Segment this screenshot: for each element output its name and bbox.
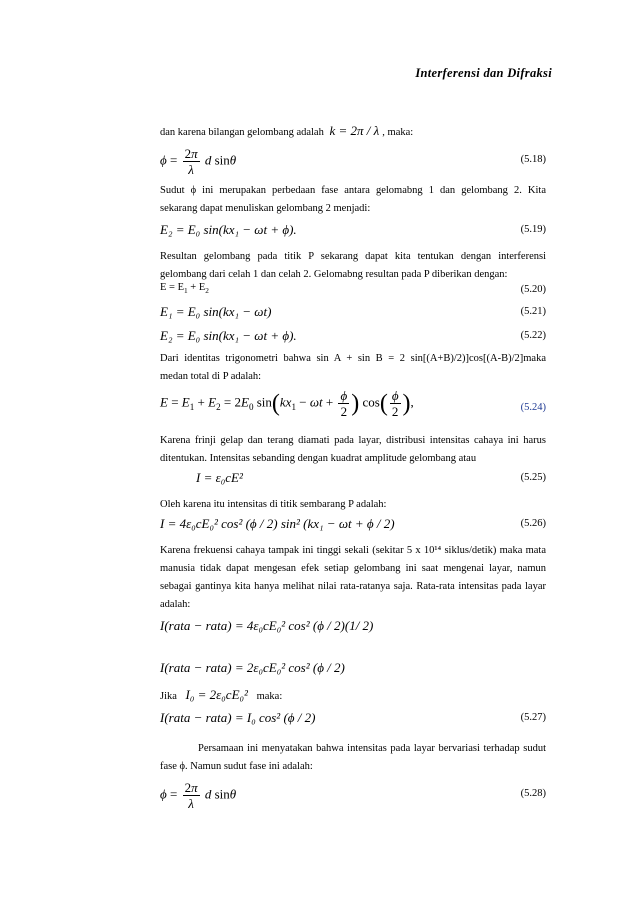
wavenumber-formula: k = 2π / λ [329, 123, 380, 138]
paragraph-line: ditentukan. Intensitas sebanding dengan kuadrat amplitude gelombang atau [160, 453, 477, 464]
paragraph-line: manusia tidak dapat mengesan efek setiap gelombang ini saat mengenai layar, namun [160, 563, 546, 574]
equation-5-28: ϕ = $\frac{2\pi}{\lambda}$ d sinθ (5.28) [160, 780, 546, 811]
equation-number: (5.27) [520, 712, 546, 723]
equation-body: I(rata − rata) = 4ε₀cE₀² cos² (ϕ / 2)(1/ 2) [160, 618, 374, 633]
definition-suffix: maka: [256, 691, 283, 702]
paragraph-line: sebagai gantinya kita hanya melihat nilai rata-ratanya saja. Rata-rata intensitas pada layar [160, 581, 546, 592]
equation-body: I(rata − rata) = I₀ cos² (ϕ / 2) [160, 710, 316, 725]
paragraph-line: adalah: [160, 599, 191, 610]
equation-number: (5.25) [520, 472, 546, 483]
equation-5-22 [160, 324, 546, 348]
equation-body: E₂ = E₀ sin(kx₁ − ωt + ϕ). [160, 222, 297, 237]
equation-body: I(rata − rata) = 2ε₀cE₀² cos² (ϕ / 2) [160, 660, 345, 675]
paragraph-line: Karena frekuensi cahaya tampak ini tinggi sekali (sekitar 5 x 10¹⁴ siklus/detik) maka mata [160, 545, 546, 556]
paragraph-line: Persamaan ini menyatakan bahwa intensitas pada layar bervariasi terhadap sudut [198, 743, 546, 754]
paragraph-line: Dari identitas trigonometri bahwa sin A + sin B = 2 sin[(A+B)/2)]cos[(A-B)/2]maka [160, 353, 546, 364]
intro-line [160, 124, 546, 139]
average-intensity-equation [160, 614, 546, 638]
equation-body: I = 4ε₀cE₀² cos² (ϕ / 2) sin² (kx₁ − ωt + ϕ / 2) [160, 516, 395, 531]
equation-number: (5.22) [520, 330, 546, 341]
equation-5-20: $E = E_1 + E_2$ (5.20) [160, 282, 546, 296]
equation-number: (5.26) [520, 518, 546, 529]
equation-number: (5.21) [520, 306, 546, 317]
equation-5-21 [160, 300, 546, 324]
definition-line [160, 688, 546, 703]
equation-number: (5.18) [520, 154, 546, 165]
equation-number: (5.19) [520, 224, 546, 235]
paragraph-line: Oleh karena itu intensitas di titik sembarang P adalah: [160, 499, 387, 510]
paragraph-line: medan total di P adalah: [160, 371, 262, 382]
paragraph-line: Sudut ϕ ini merupakan perbedaan fase antara gelomabng 1 dan gelombang 2. Kita [160, 185, 546, 196]
equation-body: E₁ = E₀ sin(kx₁ − ωt) [160, 304, 272, 319]
equation-number: (5.20) [520, 284, 546, 295]
equation-5-24: $E = E_1 + E_2 = 2E_0$ $\sin(kx_1 - \omega t$ + $\frac{\phi}{2}$ ) cos( $\frac{\phi}{2}$ ), (5.24) [160, 388, 546, 419]
definition-text: Jika [160, 691, 177, 702]
equation-body: E₂ = E₀ sin(kx₁ − ωt + ϕ). [160, 328, 297, 343]
equation-number: (5.24) [520, 402, 546, 413]
equation-number: (5.28) [520, 788, 546, 799]
paragraph-line: fase ϕ. Namun sudut fase ini adalah: [160, 761, 313, 772]
equation-body: I = ε₀cE² [196, 470, 243, 485]
equation-5-27 [160, 706, 546, 730]
equation-5-19 [160, 218, 546, 242]
i0-formula: I₀ = 2ε₀cE₀² [185, 687, 248, 702]
intro-text: dan karena bilangan gelombang adalah [160, 127, 324, 138]
running-header: Interferensi dan Difraksi [415, 66, 552, 80]
equation-5-18: ϕ = $\frac{2\pi}{\lambda}$ d sinθ (5.18) [160, 146, 546, 177]
equation-5-26 [160, 512, 546, 536]
intro-suffix: , maka: [382, 127, 414, 138]
paragraph-line: gelombang dari celah 1 dan celah 2. Gelomabng resultan pada P diberikan dengan: [160, 269, 508, 280]
equation-5-25 [196, 466, 546, 490]
paragraph-line: Resultan gelombang pada titik P sekarang dapat kita tentukan dengan interferensi [160, 251, 546, 262]
paragraph-line: sekarang dapat menuliskan gelombang 2 menjadi: [160, 203, 371, 214]
average-intensity-equation [160, 656, 546, 680]
paragraph-line: Karena frinji gelap dan terang diamati pada layar, distribusi intensitas cahaya ini harus [160, 435, 546, 446]
